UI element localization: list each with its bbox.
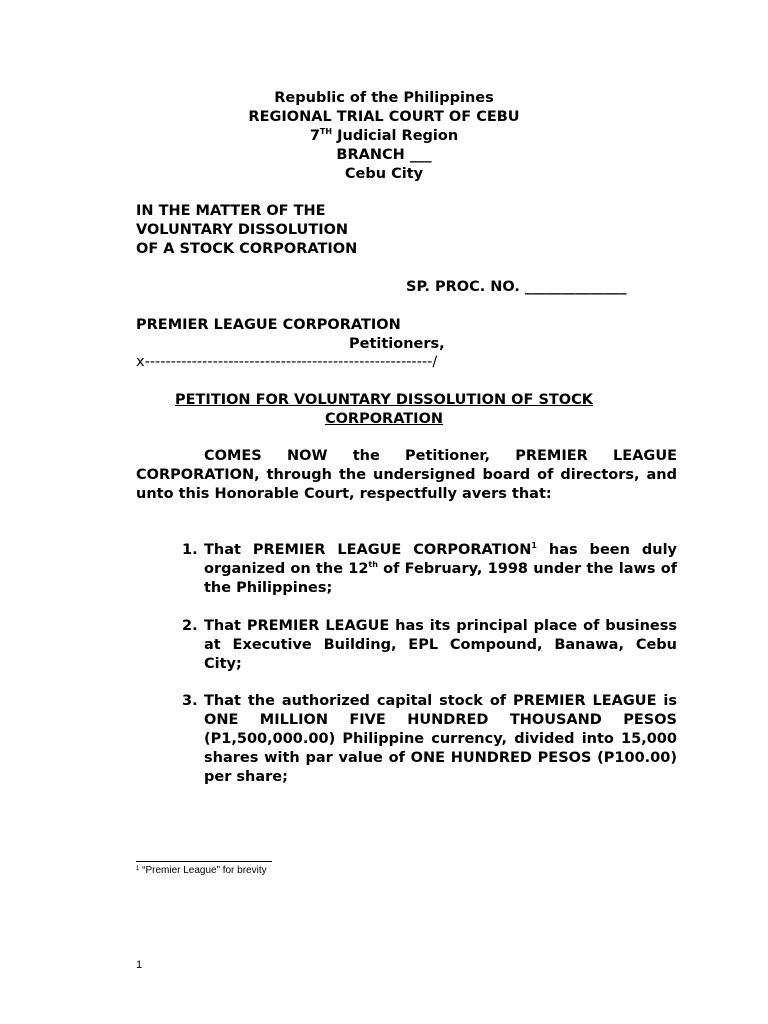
header-court: REGIONAL TRIAL COURT OF CEBU — [248, 109, 520, 125]
header-city: Cebu City — [344, 166, 424, 182]
footnote-separator — [136, 861, 272, 862]
intro-paragraph: COMES NOW the Petitioner, PREMIER LEAGUE CORPORATION, through the undersigned board of directors, and unto this Honorable Court, respectfully avers that: — [136, 448, 677, 502]
header-republic: Republic of the Philippines — [274, 90, 494, 106]
item-number: 1. — [182, 542, 198, 558]
matter-line-3: OF A STOCK CORPORATION — [136, 241, 358, 257]
page-number: 1 — [136, 959, 143, 971]
list-item — [136, 692, 677, 787]
item-text: That PREMIER LEAGUE has its principal place of business at Executive Building, EPL Compound, Banawa, Cebu City; — [204, 618, 677, 672]
matter-line-2: VOLUNTARY DISSOLUTION — [136, 222, 349, 238]
list-item — [136, 541, 677, 598]
item-number: 2. — [182, 618, 198, 634]
header-region: 7TH Judicial Region — [309, 127, 459, 144]
petitioners-label: Petitioners, — [349, 336, 445, 352]
item-text: That the authorized capital stock of PREMIER LEAGUE is ONE MILLION FIVE HUNDRED THOUSAND PESOS (P1,500,000.00) Philippine currency, divided into 15,000 shares with par value of ONE HUNDRED PESOS (P100.00) per share; — [204, 693, 677, 785]
matter-line-1: IN THE MATTER OF THE — [136, 203, 326, 219]
footnote: $^1$ “Premier League” for brevity — [136, 865, 267, 876]
header-branch: BRANCH ___ — [336, 147, 432, 163]
list-item — [136, 617, 677, 674]
petition-title-line-2: CORPORATION — [324, 411, 444, 427]
sp-proc-number: SP. PROC. NO. ______________ — [406, 279, 627, 295]
caption-separator: x-------------------------------------------------------/ — [136, 354, 438, 370]
petition-title-line-1: PETITION FOR VOLUNTARY DISSOLUTION OF STOCK — [175, 392, 593, 408]
petitioner-name: PREMIER LEAGUE CORPORATION — [136, 317, 401, 333]
footnote-ref: 1 — [531, 541, 537, 550]
item-number: 3. — [182, 693, 198, 709]
item-text: That PREMIER LEAGUE CORPORATION$^1$ has been duly organized on the 12th of February, 1998 under the laws of the Philippines; — [204, 541, 677, 596]
